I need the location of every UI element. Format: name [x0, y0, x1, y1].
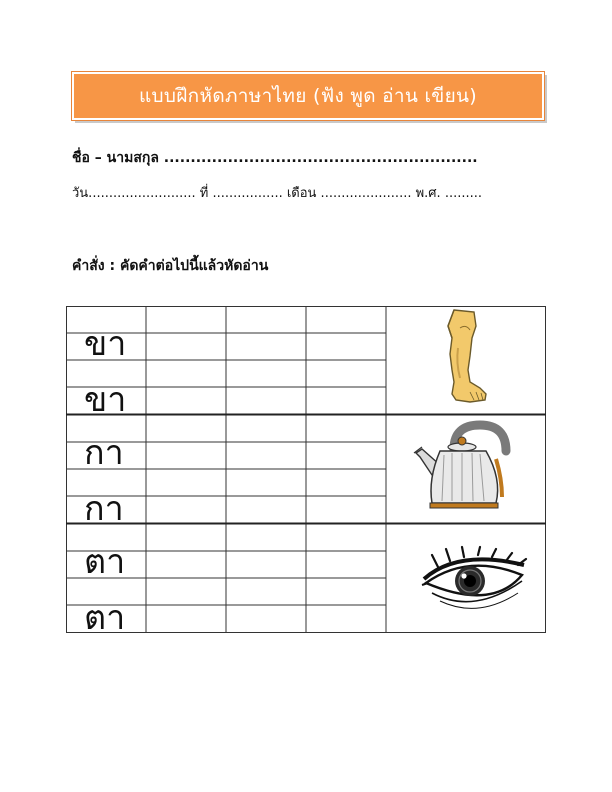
- page-title: แบบฝึกหัดภาษาไทย (ฟัง พูด อ่าน เขียน): [138, 85, 477, 107]
- practice-word: ขา: [84, 380, 127, 420]
- practice-word: ตา: [84, 598, 126, 638]
- instruction-text: คำสั่ง : คัดคำต่อไปนี้แล้วหัดอ่าน: [72, 258, 269, 274]
- name-field: ชื่อ – นามสกุล ...........................................................: [72, 150, 478, 166]
- practice-word: กา: [84, 489, 124, 529]
- date-field: วัน.......................... ที่ ................. เดือน ...................... พ.ศ. .........: [72, 186, 483, 201]
- title-banner: [72, 72, 544, 120]
- leg-icon: [440, 308, 490, 408]
- eye-icon: [418, 545, 530, 619]
- practice-word: กา: [84, 433, 124, 473]
- practice-word: ตา: [84, 542, 126, 582]
- kettle-icon: [410, 419, 520, 517]
- practice-word: ขา: [84, 324, 127, 364]
